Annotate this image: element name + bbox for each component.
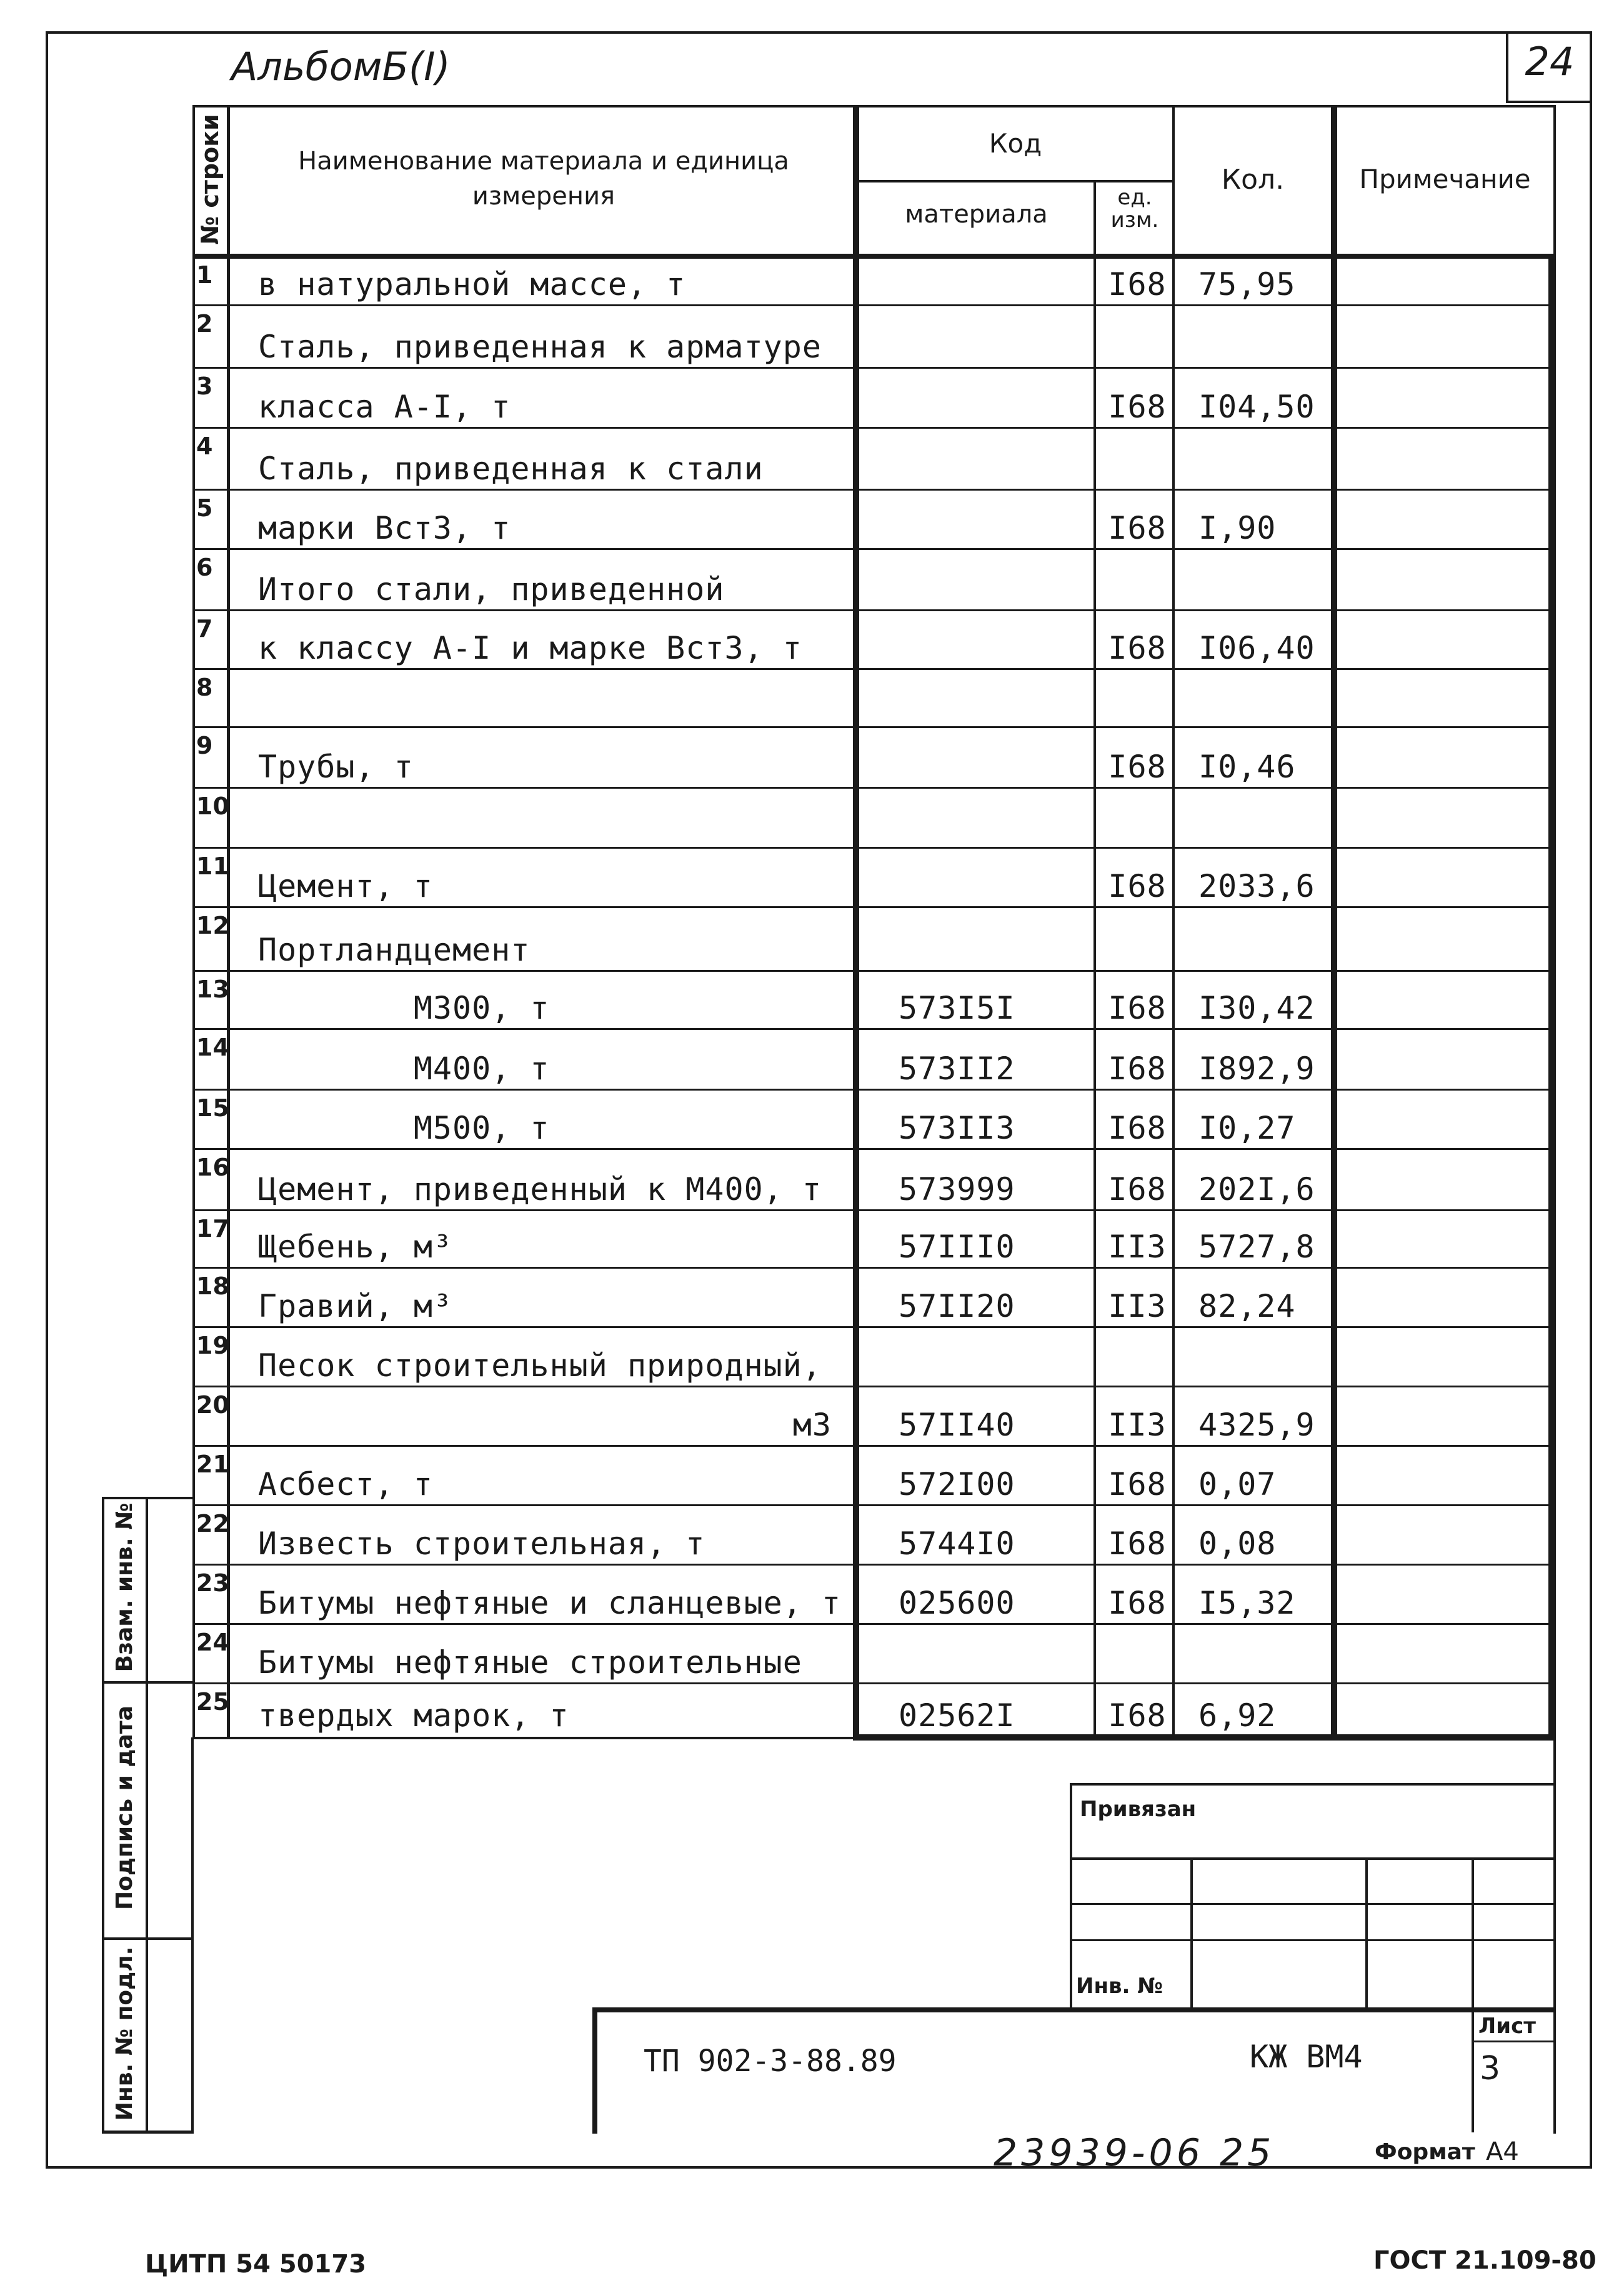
unit-code: I68 (1108, 1466, 1167, 1502)
footer-standard: ГОСТ 21.109-80 (1373, 2246, 1597, 2275)
album-note: АльбомБ(I) (231, 44, 451, 89)
tb-h2 (1070, 1903, 1556, 1905)
row-number: 7 (196, 615, 213, 642)
table-row (192, 306, 1556, 369)
quantity: I0,46 (1198, 749, 1296, 785)
table-row (192, 429, 1556, 491)
table-row (192, 1150, 1556, 1211)
table-row (192, 611, 1556, 670)
table-row (192, 908, 1556, 972)
material-name: Щебень, м³ (258, 1229, 453, 1265)
side-stamp-h2 (102, 1937, 194, 1940)
table-row (192, 1211, 1556, 1269)
material-code: 025600 (899, 1585, 1015, 1621)
material-code: 573999 (899, 1171, 1015, 1207)
table-row (192, 728, 1556, 789)
row-number: 9 (196, 732, 213, 759)
row-number: 2 (196, 310, 213, 337)
row-number: 22 (196, 1510, 229, 1537)
quantity: 6,92 (1198, 1697, 1277, 1734)
sheet-label: Лист (1478, 2014, 1536, 2039)
table-row (192, 1684, 1556, 1737)
format-value: А4 (1486, 2137, 1519, 2166)
material-name: твердых марок, т (258, 1697, 569, 1734)
header-code: Код (989, 128, 1042, 159)
table-row (192, 369, 1556, 429)
row-number: 25 (196, 1688, 229, 1716)
table-row (192, 1506, 1556, 1566)
material-code: 02562I (899, 1697, 1015, 1734)
material-code: 573II3 (899, 1110, 1015, 1146)
row-number: 3 (196, 372, 213, 400)
unit-code: I68 (1108, 510, 1167, 546)
unit-code: I68 (1108, 1697, 1167, 1734)
material-name: М400, т (258, 1051, 550, 1087)
tb-v2 (1365, 1857, 1368, 2007)
material-code: 573I5I (899, 990, 1015, 1026)
unit-code: I68 (1108, 1526, 1167, 1562)
material-name: Цемент, т (258, 868, 433, 904)
table-row (192, 1625, 1556, 1684)
sheet-value: 3 (1480, 2050, 1501, 2087)
material-name: Цемент, приведенный к М400, т (258, 1171, 822, 1207)
row-number: 21 (196, 1451, 229, 1478)
quantity: I04,50 (1198, 389, 1315, 425)
row-number: 13 (196, 976, 229, 1003)
unit-code: I68 (1108, 1051, 1167, 1087)
side-stamp-bottom (102, 2131, 194, 2134)
doc-mark: КЖ ВМ4 (1250, 2039, 1363, 2075)
table-row (192, 550, 1556, 611)
row-number: 19 (196, 1332, 229, 1359)
tb-h1 (1070, 1857, 1556, 1860)
table-row (192, 257, 1556, 306)
handwritten-number: 23939-06 25 (994, 2131, 1275, 2175)
row-number: 11 (196, 852, 229, 880)
table-row (192, 1328, 1556, 1387)
footer-left-code: ЦИТП 54 50173 (145, 2250, 367, 2279)
header-code-unit: ед. изм. (1110, 185, 1159, 232)
material-name: Известь строительная, т (258, 1526, 705, 1562)
format-label: Формат (1375, 2139, 1475, 2165)
row-number: 6 (196, 554, 213, 581)
side-podpis: Подпись и дата (112, 1706, 137, 1910)
row-number: 8 (196, 674, 213, 701)
quantity: 2033,6 (1198, 868, 1315, 904)
material-name: к классу А-I и марке ВстЗ, т (258, 630, 802, 666)
material-code: 57II40 (899, 1407, 1015, 1443)
material-code: 5744I0 (899, 1526, 1015, 1562)
row-number: 12 (196, 912, 229, 939)
material-name: Итого стали, приведенной (258, 571, 725, 607)
row-number: 17 (196, 1215, 229, 1242)
table-row (192, 491, 1556, 550)
material-name: м3 (792, 1407, 832, 1443)
material-name: М300, т (258, 990, 550, 1026)
row-number: 24 (196, 1629, 229, 1656)
material-name: в натуральной массе, т (258, 266, 686, 302)
unit-code: II3 (1108, 1288, 1167, 1324)
unit-code: I68 (1108, 1585, 1167, 1621)
header-row-no: № строки (196, 114, 224, 245)
header-code-rule (856, 180, 1173, 182)
material-code: 573II2 (899, 1051, 1015, 1087)
material-name: класса А-I, т (258, 389, 511, 425)
material-name: Битумы нефтяные строительные (258, 1644, 802, 1681)
header-qty: Кол. (1221, 164, 1285, 196)
row-number: 18 (196, 1272, 229, 1300)
table-row (192, 1387, 1556, 1447)
header-name: Наименование материала и единица измерения (298, 147, 789, 211)
quantity: 82,24 (1198, 1288, 1296, 1324)
row-number: 10 (196, 792, 229, 820)
row-number: 16 (196, 1154, 229, 1181)
unit-code: II3 (1108, 1229, 1167, 1265)
row-number: 14 (196, 1034, 229, 1061)
quantity: 75,95 (1198, 266, 1296, 302)
row-number: 15 (196, 1094, 229, 1122)
sheet-box-left (1472, 2007, 1474, 2132)
table-row (192, 1566, 1556, 1625)
material-code: 572I00 (899, 1466, 1015, 1502)
table-row (192, 789, 1556, 849)
left-frame-extension (191, 1737, 194, 2133)
quantity: 4325,9 (1198, 1407, 1315, 1443)
material-name: Портландцемент (258, 932, 531, 968)
quantity: 5727,8 (1198, 1229, 1315, 1265)
header-code-material: материала (905, 200, 1048, 229)
table-row (192, 1447, 1556, 1506)
row-number: 5 (196, 494, 213, 522)
unit-code: I68 (1108, 749, 1167, 785)
tb-v1 (1190, 1857, 1193, 2007)
side-vzam: Взам. инв. № (112, 1502, 137, 1672)
inv-no-label: Инв. № (1076, 1974, 1163, 1999)
unit-code: II3 (1108, 1407, 1167, 1443)
quantity: I30,42 (1198, 990, 1315, 1026)
unit-code: I68 (1108, 630, 1167, 666)
tb-v3 (1472, 1857, 1474, 2007)
side-stamp-h1 (102, 1681, 194, 1684)
tb-h3 (1070, 1939, 1556, 1941)
material-name: Трубы, т (258, 749, 414, 785)
material-name: М500, т (258, 1110, 550, 1146)
table-row (192, 972, 1556, 1030)
table-row (192, 1269, 1556, 1328)
row-number: 23 (196, 1569, 229, 1597)
material-code: 57III0 (899, 1229, 1015, 1265)
sheet-box-mid (1472, 2041, 1556, 2042)
table-row (192, 670, 1556, 728)
side-stamp-vline (146, 1497, 148, 2133)
row-number: 20 (196, 1391, 229, 1419)
unit-code: I68 (1108, 266, 1167, 302)
doc-code: ТП 902-3-88.89 (644, 2044, 897, 2079)
material-name: Асбест, т (258, 1466, 433, 1502)
stamp-right (1553, 1737, 1556, 2134)
quantity: 0,08 (1198, 1526, 1277, 1562)
material-name: Песок строительный природный, (258, 1347, 822, 1384)
quantity: 202I,6 (1198, 1171, 1315, 1207)
table-row (192, 1091, 1556, 1150)
quantity: I5,32 (1198, 1585, 1296, 1621)
material-code: 57II20 (899, 1288, 1015, 1324)
material-name: Сталь, приведенная к арматуре (258, 329, 822, 365)
unit-code: I68 (1108, 990, 1167, 1026)
unit-code: I68 (1108, 1171, 1167, 1207)
material-name: Гравий, м³ (258, 1288, 453, 1324)
quantity: I06,40 (1198, 630, 1315, 666)
header-note: Примечание (1359, 164, 1531, 194)
material-name: Битумы нефтяные и сланцевые, т (258, 1585, 842, 1621)
row-number: 4 (196, 432, 213, 460)
table-row (192, 1030, 1556, 1091)
unit-code: I68 (1108, 868, 1167, 904)
privyazan-label: Привязан (1080, 1797, 1197, 1822)
quantity: I,90 (1198, 510, 1277, 546)
side-inv-podl: Инв. № подл. (112, 1946, 137, 2121)
unit-code: I68 (1108, 389, 1167, 425)
row-number: 1 (196, 261, 213, 289)
quantity: I892,9 (1198, 1051, 1315, 1087)
material-name: Сталь, приведенная к стали (258, 451, 764, 487)
material-name: марки ВстЗ, т (258, 510, 511, 546)
corner-number: 24 (1525, 39, 1575, 84)
quantity: I0,27 (1198, 1110, 1296, 1146)
unit-code: I68 (1108, 1110, 1167, 1146)
table-row (192, 849, 1556, 908)
quantity: 0,07 (1198, 1466, 1277, 1502)
